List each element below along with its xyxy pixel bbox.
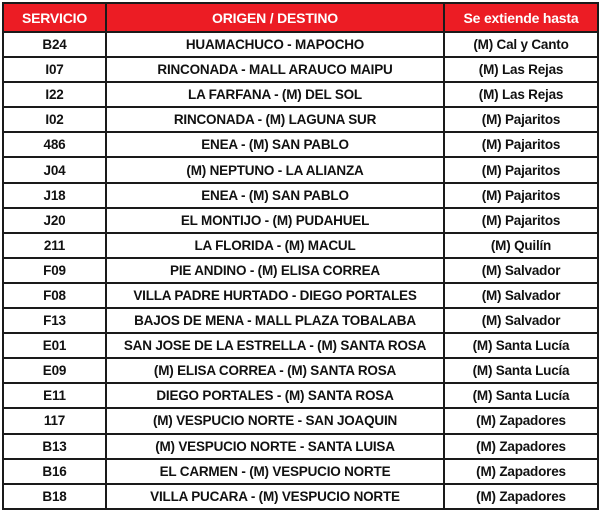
table-row xyxy=(3,308,598,333)
table-row xyxy=(3,82,598,107)
table-body xyxy=(3,32,598,509)
servicio-cell: B16 xyxy=(3,459,106,484)
servicio-cell: E01 xyxy=(3,333,106,358)
table-row xyxy=(3,32,598,57)
origen-destino-cell: RINCONADA - MALL ARAUCO MAIPU xyxy=(106,57,444,82)
extension-cell: (M) Zapadores xyxy=(444,459,598,484)
origen-destino-cell: (M) ELISA CORREA - (M) SANTA ROSA xyxy=(106,358,444,383)
servicio-cell: F09 xyxy=(3,258,106,283)
servicio-cell: J18 xyxy=(3,183,106,208)
extension-cell: (M) Pajaritos xyxy=(444,157,598,182)
origen-destino-cell: ENEA - (M) SAN PABLO xyxy=(106,183,444,208)
servicio-cell: B13 xyxy=(3,434,106,459)
servicio-cell: J04 xyxy=(3,157,106,182)
extension-cell: (M) Pajaritos xyxy=(444,107,598,132)
servicio-cell: E09 xyxy=(3,358,106,383)
origen-destino-cell: VILLA PUCARA - (M) VESPUCIO NORTE xyxy=(106,484,444,509)
column-header-servicio: SERVICIO xyxy=(3,3,106,32)
service-extension-table xyxy=(2,2,599,510)
servicio-cell: B18 xyxy=(3,484,106,509)
origen-destino-cell: EL CARMEN - (M) VESPUCIO NORTE xyxy=(106,459,444,484)
table-row xyxy=(3,183,598,208)
servicio-cell: J20 xyxy=(3,208,106,233)
extension-cell: (M) Las Rejas xyxy=(444,57,598,82)
servicio-cell: F13 xyxy=(3,308,106,333)
servicio-cell: I22 xyxy=(3,82,106,107)
servicio-cell: F08 xyxy=(3,283,106,308)
extension-cell: (M) Salvador xyxy=(444,258,598,283)
table-row xyxy=(3,208,598,233)
table-row xyxy=(3,358,598,383)
origen-destino-cell: LA FLORIDA - (M) MACUL xyxy=(106,233,444,258)
extension-cell: (M) Las Rejas xyxy=(444,82,598,107)
origen-destino-cell: (M) NEPTUNO - LA ALIANZA xyxy=(106,157,444,182)
origen-destino-cell: VILLA PADRE HURTADO - DIEGO PORTALES xyxy=(106,283,444,308)
extension-cell: (M) Quilín xyxy=(444,233,598,258)
origen-destino-cell: HUAMACHUCO - MAPOCHO xyxy=(106,32,444,57)
servicio-cell: 117 xyxy=(3,408,106,433)
servicio-cell: 211 xyxy=(3,233,106,258)
extension-cell: (M) Zapadores xyxy=(444,434,598,459)
table-row xyxy=(3,383,598,408)
table-row xyxy=(3,283,598,308)
extension-cell: (M) Salvador xyxy=(444,308,598,333)
servicio-cell: E11 xyxy=(3,383,106,408)
origen-destino-cell: (M) VESPUCIO NORTE - SANTA LUISA xyxy=(106,434,444,459)
servicio-cell: I07 xyxy=(3,57,106,82)
origen-destino-cell: RINCONADA - (M) LAGUNA SUR xyxy=(106,107,444,132)
table-row xyxy=(3,434,598,459)
table-row xyxy=(3,57,598,82)
extension-cell: (M) Santa Lucía xyxy=(444,333,598,358)
origen-destino-cell: (M) VESPUCIO NORTE - SAN JOAQUIN xyxy=(106,408,444,433)
origen-destino-cell: PIE ANDINO - (M) ELISA CORREA xyxy=(106,258,444,283)
table-row xyxy=(3,333,598,358)
origen-destino-cell: BAJOS DE MENA - MALL PLAZA TOBALABA xyxy=(106,308,444,333)
extension-cell: (M) Pajaritos xyxy=(444,132,598,157)
origen-destino-cell: ENEA - (M) SAN PABLO xyxy=(106,132,444,157)
extension-cell: (M) Zapadores xyxy=(444,484,598,509)
origen-destino-cell: EL MONTIJO - (M) PUDAHUEL xyxy=(106,208,444,233)
column-header-se-extiende: Se extiende hasta xyxy=(444,3,598,32)
servicio-cell: I02 xyxy=(3,107,106,132)
header-row xyxy=(3,3,598,32)
table-row xyxy=(3,258,598,283)
extension-cell: (M) Salvador xyxy=(444,283,598,308)
origen-destino-cell: SAN JOSE DE LA ESTRELLA - (M) SANTA ROSA xyxy=(106,333,444,358)
table-row xyxy=(3,107,598,132)
table-row xyxy=(3,157,598,182)
servicio-cell: 486 xyxy=(3,132,106,157)
extension-cell: (M) Zapadores xyxy=(444,408,598,433)
extension-cell: (M) Pajaritos xyxy=(444,183,598,208)
table-row xyxy=(3,484,598,509)
extension-cell: (M) Santa Lucía xyxy=(444,383,598,408)
table-row xyxy=(3,233,598,258)
table-row xyxy=(3,132,598,157)
origen-destino-cell: LA FARFANA - (M) DEL SOL xyxy=(106,82,444,107)
extension-cell: (M) Santa Lucía xyxy=(444,358,598,383)
extension-cell: (M) Pajaritos xyxy=(444,208,598,233)
column-header-origen-destino: ORIGEN / DESTINO xyxy=(106,3,444,32)
extension-cell: (M) Cal y Canto xyxy=(444,32,598,57)
table-row xyxy=(3,459,598,484)
origen-destino-cell: DIEGO PORTALES - (M) SANTA ROSA xyxy=(106,383,444,408)
table-row xyxy=(3,408,598,433)
servicio-cell: B24 xyxy=(3,32,106,57)
